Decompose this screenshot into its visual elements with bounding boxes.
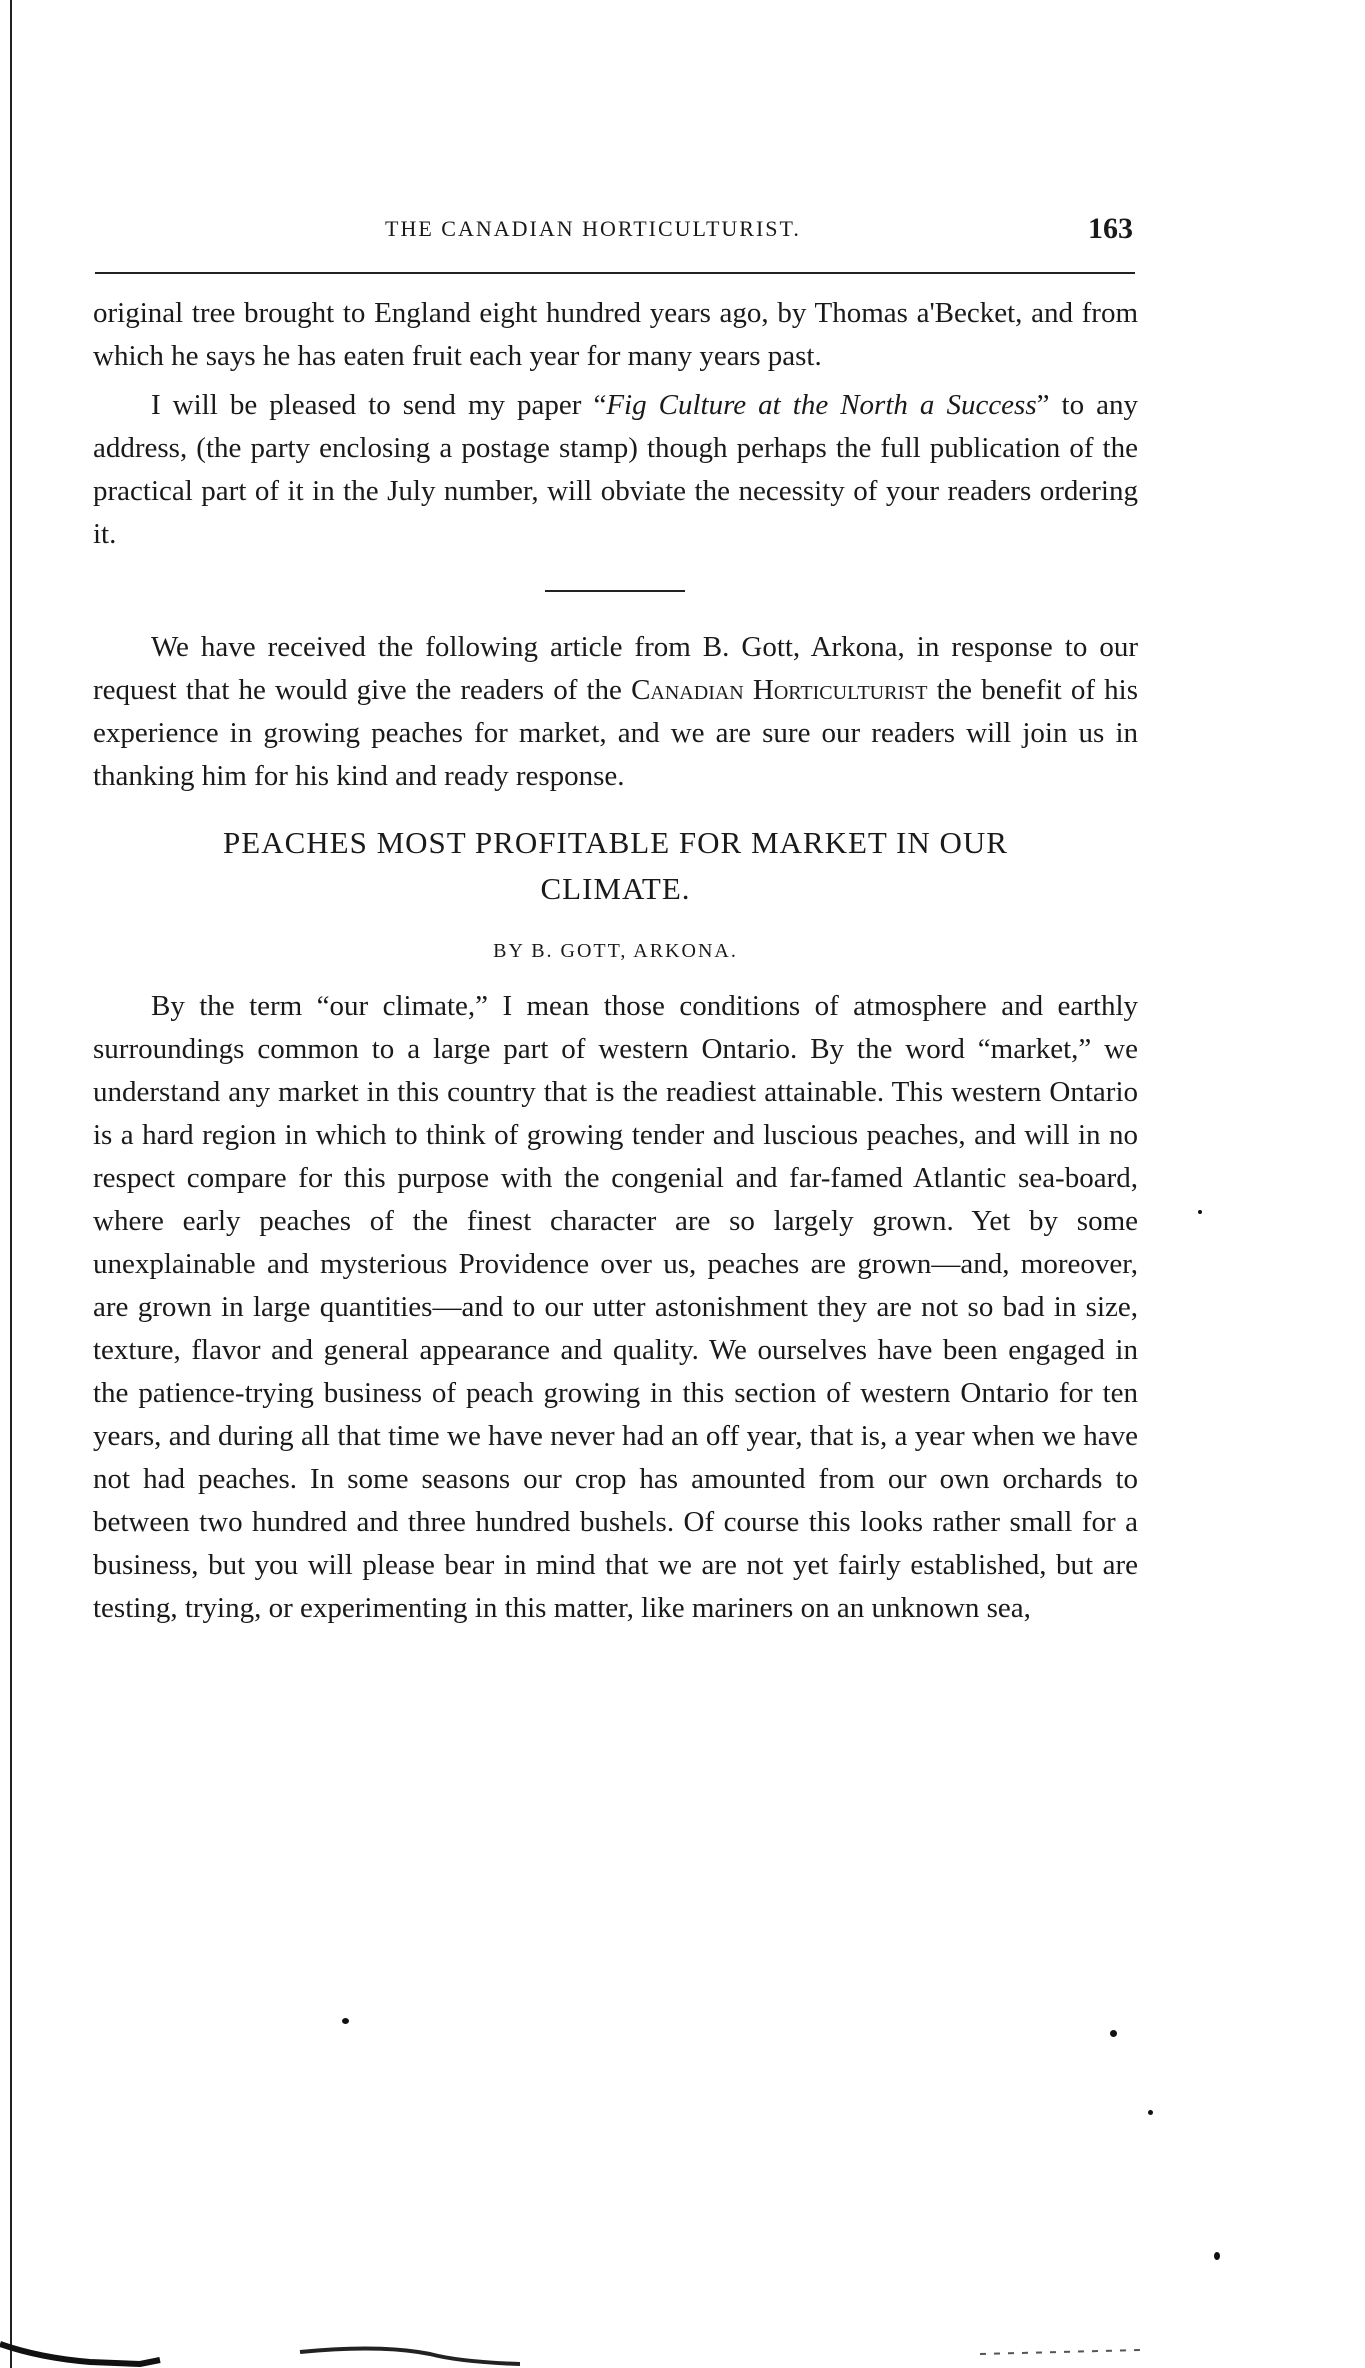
ink-speck	[1110, 2030, 1117, 2037]
bottom-edge-smudge	[0, 2330, 1365, 2368]
ink-speck	[1214, 2252, 1220, 2260]
page-edge	[10, 0, 12, 2368]
editor-note-start: We have received the following article from B. Gott, Arkona, in response to our request that he would give the readers of the	[93, 631, 1138, 706]
article-title-line-2: CLIMATE.	[540, 871, 691, 906]
editor-note	[93, 626, 1138, 798]
paper-title: Fig Culture at the North a Success	[606, 389, 1037, 421]
offer-text-end: ” to any address, (the party enclosing a postage stamp) though perhaps the full publication of the practical part of it in the July number, will obviate the necessity of your readers ordering it.	[93, 389, 1138, 550]
running-title: THE CANADIAN HORTICULTURIST.	[385, 216, 801, 241]
article-byline: BY B. GOTT, ARKONA.	[493, 940, 738, 962]
publication-name: Canadian Horticulturist	[631, 674, 928, 706]
article-title-line-1: PEACHES MOST PROFITABLE FOR MARKET IN OUR	[223, 825, 1008, 860]
offer-paragraph	[93, 384, 1138, 556]
page-header	[85, 212, 1133, 262]
ink-speck	[1198, 1210, 1202, 1214]
page-body	[93, 292, 1138, 1630]
article-body: By the term “our climate,” I mean those conditions of atmosphere and earthly surroundings common to a large part of western Ontario. By the word “market,” we understand any market in this country that is the readiest attainable. This western Ontario is a hard region in which to think of growing tender and luscious peaches, and will in no respect compare for this purpose with the congenial and far-famed Atlantic sea-board, where early peaches of the finest character are so largely grown. Yet by some unexplainable and mysterious Providence over us, peaches are grown—and, moreover, are grown in large quantities—and to our utter astonishment they are not so bad in size, texture, flavor and general appearance and quality. We ourselves have been engaged in the patience-trying business of peach growing in this section of western Ontario for ten years, and during all that time we have never had an off year, that is, a year when we have not had peaches. In some seasons our crop has amounted from our own orchards to between two hundred and three hundred bushels. Of course this looks rather small for a business, but you will please bear in mind that we are not yet fairly established, but are testing, trying, or experimenting in this matter, like mariners on an unknown sea,	[93, 990, 1138, 1624]
ink-speck	[342, 2018, 349, 2024]
continuation-paragraph: original tree brought to England eight hundred years ago, by Thomas a'Becket, and from which he says he has eaten fruit each year for many years past.	[93, 297, 1138, 372]
offer-text-start: I will be pleased to send my paper “	[151, 389, 607, 421]
section-separator	[545, 590, 685, 592]
header-rule	[95, 272, 1135, 274]
article-title	[93, 820, 1138, 912]
page-number: 163	[1088, 212, 1133, 245]
ink-speck	[1148, 2110, 1153, 2115]
editor-note-end: the benefit of his experience in growing peaches for market, and we are sure our readers will join us in thanking him for his kind and ready response.	[93, 674, 1138, 792]
